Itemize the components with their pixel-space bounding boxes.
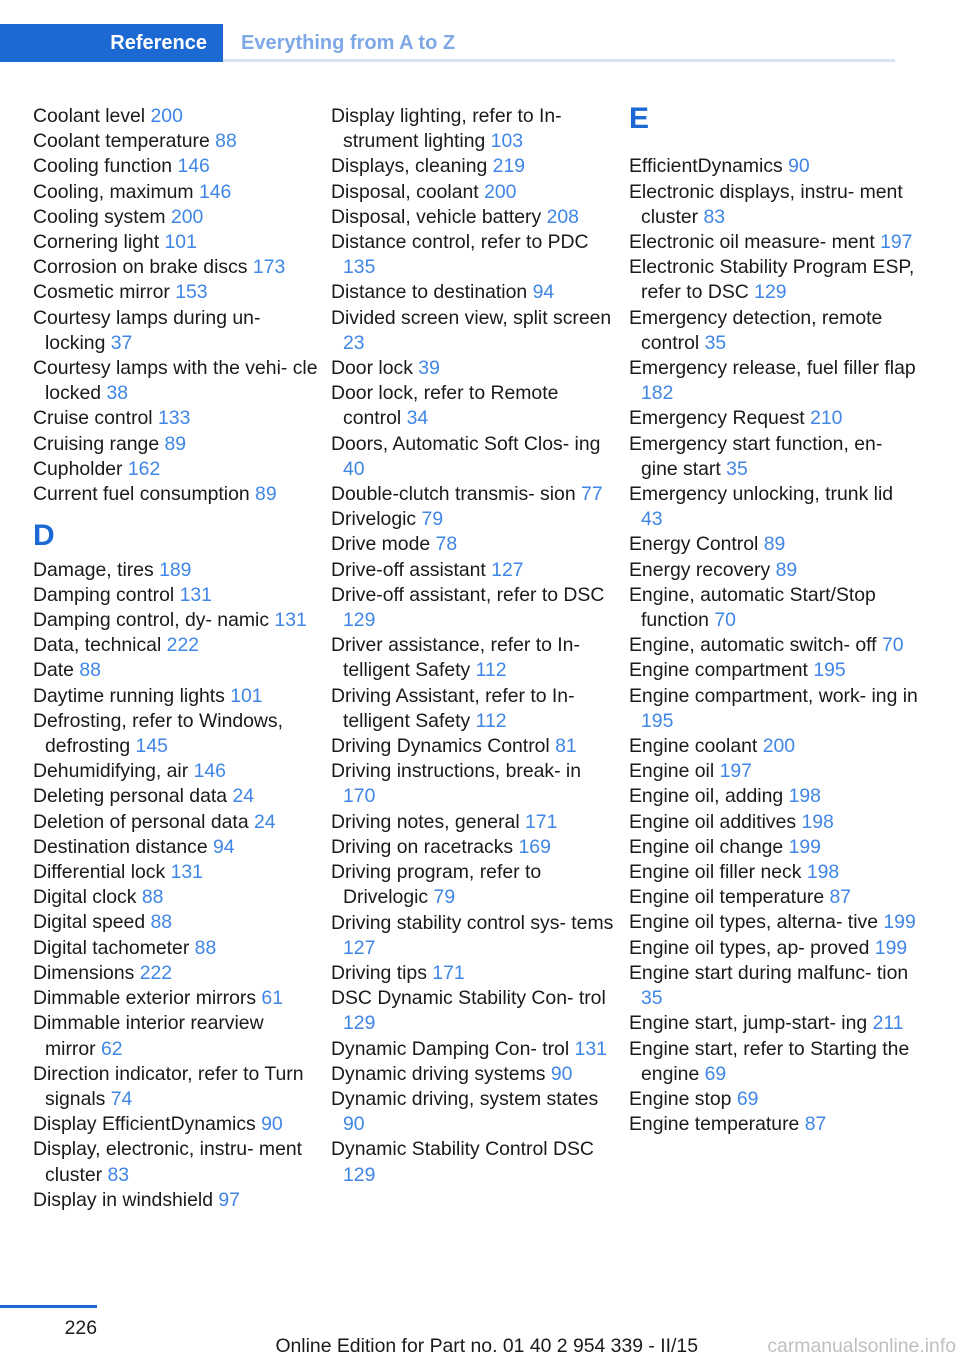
page-reference-link[interactable]: 78 [435,533,458,556]
index-entry [33,784,318,809]
page-reference-link[interactable]: 103 [490,130,524,153]
index-entry-text: Display, electronic, instru‐ ment cluster [33,1138,303,1186]
page-reference-link[interactable]: 24 [254,810,276,833]
footer-rule [0,1305,97,1308]
index-entry-text: DSC Dynamic Stability Con‐ trol [331,987,606,1010]
page-reference-link[interactable]: 200 [170,205,204,228]
index-entry [33,810,318,835]
index-entry-text: Engine oil filler neck [629,861,802,884]
page-reference-link[interactable]: 97 [218,1188,240,1211]
index-entry-text: Drive-off assistant [331,558,486,581]
index-entry [331,180,616,205]
page-reference-link[interactable]: 89 [164,432,187,455]
page-reference-link[interactable]: 90 [261,1113,283,1136]
index-entry-text: Coolant temperature [33,130,210,153]
index-entry [33,306,318,356]
index-entry [331,532,616,557]
page-reference-link[interactable]: 129 [343,609,376,632]
index-entry-text: Dynamic Stability Control DSC [331,1138,594,1161]
page-reference-link[interactable]: 83 [107,1163,130,1186]
page-reference-link[interactable]: 129 [343,1163,376,1186]
page-reference-link[interactable]: 87 [829,886,852,909]
index-entry [331,633,616,683]
index-entry [33,432,318,457]
index-entry [331,482,616,507]
index-entry-text: Engine oil, adding [629,785,784,808]
index-entry-text: Cosmetic mirror [33,281,170,304]
index-entry-text: Dynamic Damping Con‐ trol [331,1037,570,1060]
index-entry-text: Digital speed [33,911,146,934]
index-entry-text: Emergency Request [629,407,805,430]
page-reference-link[interactable]: 197 [719,760,752,783]
page-reference-link[interactable]: 38 [106,382,129,405]
index-entry-text: Courtesy lamps with the vehi‐ cle locked [33,357,318,405]
index-entry-text: Drive mode [331,533,431,556]
index-entry [33,633,318,658]
index-entry [331,381,616,431]
index-entry [629,432,919,482]
index-entry [331,583,616,633]
index-entry-text: Data, technical [33,634,162,657]
index-entry [33,835,318,860]
index-entry-text: Energy Control [629,533,759,556]
page-reference-link[interactable]: 89 [255,483,277,506]
index-entry [331,684,616,734]
index-entry [629,759,919,784]
index-entry-text: Display EfficientDynamics [33,1113,256,1136]
index-letter-heading: D [33,519,55,553]
page-reference-link[interactable]: 88 [215,130,237,153]
page-reference-link[interactable]: 198 [788,785,821,808]
index-entry [331,835,616,860]
page-reference-link[interactable]: 199 [883,911,916,934]
index-entry-text: Engine temperature [629,1113,800,1136]
index-entry-text: Electronic displays, instru‐ ment cluster [629,180,903,228]
index-entry [629,230,919,255]
index-entry-text: Engine, automatic switch- off [629,634,877,657]
index-entry-text: Double-clutch transmis‐ sion [331,483,576,506]
index-entry-text: Engine stop [629,1087,732,1110]
index-entry [33,1062,318,1112]
index-entry-text: Door lock [331,357,413,380]
page-reference-link[interactable]: 199 [788,835,821,858]
index-entry-text: Electronic oil measure‐ ment [629,231,875,253]
index-entry-text: Dimmable exterior mirrors [33,987,257,1010]
page-reference-link[interactable]: 197 [880,231,913,253]
index-entry [331,558,616,583]
index-entry [33,709,318,759]
index-entry [629,532,919,557]
index-entry [33,608,318,633]
page-reference-link[interactable]: 199 [874,936,908,959]
index-entry [629,1087,919,1112]
page-reference-link[interactable]: 131 [274,609,307,632]
index-entry [33,583,318,608]
page-reference-link[interactable]: 70 [881,634,904,657]
page-reference-link[interactable]: 169 [518,835,551,858]
index-entry-text: Engine oil temperature [629,886,825,909]
page-reference-link[interactable]: 153 [175,281,208,304]
index-entry [629,784,919,809]
page-reference-link[interactable]: 35 [704,331,727,354]
index-entry [629,406,919,431]
index-entry-text: Emergency detection, remote control [629,306,883,354]
index-entry-text: Engine coolant [629,735,758,758]
page-reference-link[interactable]: 162 [127,457,161,480]
page-reference-link[interactable]: 88 [79,659,101,682]
index-entry [33,104,318,129]
page-reference-link[interactable]: 112 [475,659,507,682]
index-entry-text: Driving on racetracks [331,835,514,858]
index-entry [629,154,919,179]
page-reference-link[interactable]: 24 [232,785,255,808]
page-reference-link[interactable]: 88 [141,886,164,909]
index-entry-text: Cooling, maximum [33,180,194,203]
index-entry [331,759,616,809]
index-entry-text: Cruising range [33,432,160,455]
index-entry-text: Dynamic driving systems [331,1062,546,1085]
index-entry-text: Doors, Automatic Soft Clos‐ ing [331,432,601,455]
index-entry [33,1137,318,1187]
page-reference-link[interactable]: 131 [574,1037,607,1060]
index-entry [33,759,318,784]
page-reference-link[interactable]: 101 [164,231,197,254]
index-entry [331,734,616,759]
index-entry [331,1087,616,1137]
index-entry [33,658,318,683]
index-entry [331,432,616,482]
index-entry-text: Cornering light [33,231,160,254]
index-entry-text: Engine compartment, work‐ ing in [629,684,918,707]
index-entry-text: Door lock, refer to Remote control [331,382,559,430]
page-reference-link[interactable]: 61 [261,987,283,1010]
index-entry-text: Distance to destination [331,281,528,304]
index-entry [33,885,318,910]
index-entry [33,129,318,154]
index-entry-text: Display in windshield [33,1188,213,1211]
index-entry-text: Differential lock [33,861,166,884]
page-reference-link[interactable]: 39 [418,357,440,380]
index-entry [33,154,318,179]
page-reference-link[interactable]: 129 [343,1012,376,1035]
index-entry [629,583,919,633]
index-entry [629,860,919,885]
index-entry-text: Electronic Stability Program ESP, refer to DSC [629,256,915,304]
index-entry-text: Driving stability control sys‐ tems [331,911,614,934]
page-reference-link[interactable]: 89 [775,558,798,581]
index-entry-text: Energy recovery [629,558,771,581]
page-reference-link[interactable]: 89 [763,533,786,556]
page-reference-link[interactable]: 34 [406,407,429,430]
index-entry [629,633,919,658]
index-entry-text: Cooling system [33,205,166,228]
page-reference-link[interactable]: 43 [641,508,663,531]
page-reference-link[interactable]: 94 [532,281,555,304]
index-entry-text: Date [33,659,74,682]
index-entry-text: Destination distance [33,835,208,858]
section-tab[interactable]: Reference [0,24,223,62]
index-entry [629,1011,919,1036]
index-entry [629,482,919,532]
index-entry [331,986,616,1036]
page-reference-link[interactable]: 83 [703,205,726,228]
index-entry-text: Drivelogic [331,508,417,531]
page-reference-link[interactable]: 90 [788,155,810,178]
page-reference-link[interactable]: 37 [110,331,133,354]
page-reference-link[interactable]: 135 [343,256,376,279]
page-reference-link[interactable]: 90 [343,1113,365,1136]
index-entry-text: Deletion of personal data [33,810,249,833]
index-entry [331,1037,616,1062]
index-entry [629,1112,919,1137]
page-reference-link[interactable]: 35 [641,987,663,1010]
index-entry [331,280,616,305]
index-entry-text: Driving tips [331,961,427,984]
page-reference-link[interactable]: 145 [135,735,168,758]
index-entry-text: Driving Assistant, refer to In‐ telligent Safety [331,684,575,732]
index-entry-text: Deleting personal data [33,785,228,808]
index-entry-text: Engine oil types, alterna‐ tive [629,911,878,934]
page-reference-link[interactable]: 94 [213,835,235,858]
index-entry-text: Dimmable interior rearview mirror [33,1012,264,1060]
page-reference-link[interactable]: 131 [170,861,203,884]
page-reference-link[interactable]: 146 [177,155,210,178]
page-reference-link[interactable]: 200 [762,735,796,758]
page-reference-link[interactable]: 200 [484,180,517,203]
index-entry [33,558,318,583]
index-entry [629,936,919,961]
index-entry [629,734,919,759]
index-entry [629,885,919,910]
index-entry [33,684,318,709]
page-reference-link[interactable]: 222 [139,961,173,984]
page-reference-link[interactable]: 69 [704,1062,727,1085]
page-reference-link[interactable]: 195 [813,659,846,682]
page-reference-link[interactable]: 70 [714,609,736,632]
page-header [0,24,895,62]
section-title[interactable]: Everything from A to Z [241,32,456,54]
page-reference-link[interactable]: 79 [421,508,444,531]
index-entry-text: Dimensions [33,961,135,984]
index-entry [33,205,318,230]
index-entry-text: Cooling function [33,155,173,178]
page-reference-link[interactable]: 198 [801,810,834,833]
index-entry-text: Driving Dynamics Control [331,735,550,758]
page-reference-link[interactable]: 69 [736,1087,759,1110]
page-reference-link[interactable]: 210 [810,407,843,430]
index-entry [33,910,318,935]
index-entry [331,356,616,381]
page-reference-link[interactable]: 131 [179,583,212,606]
page-reference-link[interactable]: 129 [754,281,787,304]
index-entry-text: Damage, tires [33,558,154,581]
index-entry [331,230,616,280]
index-entry [331,104,616,154]
page-reference-link[interactable]: 62 [101,1037,123,1060]
index-entry-text: Engine compartment [629,659,808,682]
index-entry-text: Driving program, refer to Drivelogic [331,861,542,909]
index-entry [33,280,318,305]
page-reference-link[interactable]: 87 [804,1113,827,1136]
index-entry [629,658,919,683]
index-entry [331,1062,616,1087]
index-entry-text: Engine start, refer to Starting the engine [629,1037,910,1085]
index-entry [331,205,616,230]
index-entry-text: Emergency start function, en‐ gine start [629,432,883,480]
index-entry-text: Driver assistance, refer to In‐ telligent Safety [331,634,580,682]
page-reference-link[interactable]: 189 [159,558,192,581]
page-reference-link[interactable]: 81 [555,735,577,758]
page-number: 226 [64,1317,97,1339]
index-entry [331,961,616,986]
page-reference-link[interactable]: 127 [343,936,376,959]
index-entry-text: Display lighting, refer to In‐ strument lighting [331,105,562,153]
index-entry [33,986,318,1011]
index-entry-text: Engine oil additives [629,810,797,833]
index-entry [629,356,919,406]
page-reference-link[interactable]: 79 [433,886,456,909]
page-reference-link[interactable]: 198 [806,861,840,884]
index-entry [33,961,318,986]
index-column-3 [629,104,919,1137]
index-entry [33,1011,318,1061]
index-entry-text: Corrosion on brake discs [33,256,248,279]
index-entry [331,860,616,910]
index-entry [33,457,318,482]
index-entry [629,835,919,860]
page-reference-link[interactable]: 200 [150,105,183,127]
index-entry-text: Defrosting, refer to Windows, defrosting [33,709,284,758]
page-reference-link[interactable]: 88 [150,911,173,934]
index-entry [629,910,919,935]
index-entry [629,1037,919,1087]
page-reference-link[interactable]: 88 [194,936,217,959]
index-entry-text: Driving instructions, break- in [331,760,582,783]
index-entry-text: Displays, cleaning [331,155,488,178]
watermark: carmanualsonline.info [767,1335,956,1357]
index-entry-text: Direction indicator, refer to Turn signals [33,1062,304,1110]
index-entry [33,356,318,406]
index-entry-text: Courtesy lamps during un‐ locking [33,306,261,354]
index-entry [629,810,919,835]
index-letter-heading: E [629,102,650,135]
index-entry [33,482,318,507]
index-entry-text: Cupholder [33,457,123,480]
index-entry [331,810,616,835]
page-reference-link[interactable]: 127 [491,558,524,581]
index-entry [33,1188,318,1213]
index-entry [629,961,919,1011]
page-reference-link[interactable]: 74 [110,1087,133,1110]
page-reference-link[interactable]: 173 [252,256,286,279]
page-reference-link[interactable]: 211 [872,1012,904,1035]
page-reference-link[interactable]: 219 [492,155,526,178]
page-reference-link[interactable]: 133 [158,407,191,430]
index-entry-text: Engine start during malfunc‐ tion [629,961,909,984]
page-reference-link[interactable]: 112 [475,709,507,732]
index-entry [331,154,616,179]
index-entry [629,255,919,305]
page-reference-link[interactable]: 101 [230,684,263,707]
edition-note: Online Edition for Part no. 01 40 2 954 339 - II/15 [275,1335,698,1357]
page-reference-link[interactable]: 195 [641,709,674,732]
index-entry-text: Drive-off assistant, refer to DSC [331,583,605,606]
index-column-1 [33,104,318,1213]
page-reference-link[interactable]: 77 [581,483,603,506]
index-entry-text: Driving notes, general [331,810,520,833]
index-entry [33,255,318,280]
index-entry [629,180,919,230]
page-reference-link[interactable]: 171 [432,961,465,984]
index-entry-text: Dehumidifying, air [33,760,189,783]
index-entry-text: Damping control, dy‐ namic [33,609,270,632]
index-entry-text: Digital tachometer [33,936,190,959]
index-entry [629,558,919,583]
index-column-2 [331,104,616,1188]
index-entry [33,230,318,255]
index-entry [33,180,318,205]
index-entry-text: Daytime running lights [33,684,225,707]
index-entry-text: Disposal, vehicle battery [331,205,542,228]
index-entry-text: Digital clock [33,886,137,909]
page-reference-link[interactable]: 171 [525,810,558,833]
index-entry [33,406,318,431]
index-entry-text: Cruise control [33,407,153,430]
index-entry [33,860,318,885]
index-entry [331,507,616,532]
page-reference-link[interactable]: 35 [726,457,748,480]
index-entry-text: Dynamic driving, system states [331,1087,599,1110]
index-entry [331,1137,616,1187]
page-reference-link[interactable]: 40 [343,457,365,480]
index-entry [629,684,919,734]
page-reference-link[interactable]: 170 [343,785,376,808]
index-entry [331,911,616,961]
index-entry-text: Engine oil change [629,835,784,858]
page-reference-link[interactable]: 23 [343,331,365,354]
page-reference-link[interactable]: 208 [546,205,579,228]
page-reference-link[interactable]: 222 [166,634,200,657]
index-entry-text: Engine oil types, ap‐ proved [629,936,870,959]
index-entry-text: Distance control, refer to PDC [331,231,589,254]
index-entry-text: Damping control [33,583,175,606]
index-entry-text: Engine, automatic Start/Stop function [629,583,876,632]
index-entry-text: Coolant level [33,105,146,127]
page-reference-link[interactable]: 146 [198,180,232,203]
index-entry-text: EfficientDynamics [629,155,783,178]
index-entry [629,306,919,356]
index-entry [33,936,318,961]
index-entry-text: Emergency release, fuel filler flap [629,357,916,380]
index-entry [33,1112,318,1137]
index-entry-text: Engine oil [629,760,715,783]
page-reference-link[interactable]: 146 [193,760,226,783]
page-reference-link[interactable]: 182 [641,382,674,405]
index-entry-text: Disposal, coolant [331,180,479,203]
header-rule [223,59,895,62]
index-entry-text: Engine start, jump-start‐ ing [629,1012,868,1035]
index-entry [331,306,616,356]
page-reference-link[interactable]: 90 [550,1062,573,1085]
index-entry-text: Emergency unlocking, trunk lid [629,483,894,506]
index-entry-text: Divided screen view, split screen [331,306,612,329]
index-entry-text: Current fuel consumption [33,483,250,506]
